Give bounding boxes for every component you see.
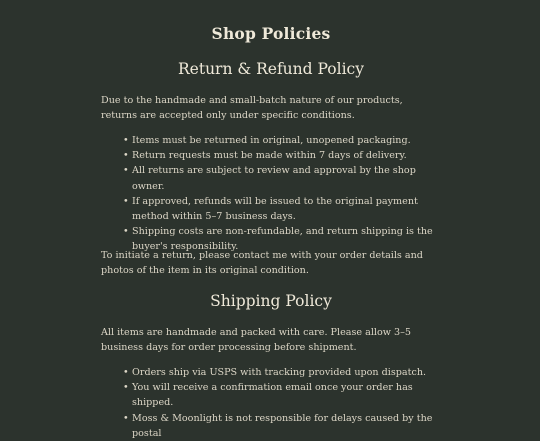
list-item: • Orders ship via USPS with tracking provided upon dispatch. <box>123 365 441 380</box>
list-item: • Shipping costs are non-refundable, and return shipping is the buyer's responsibility. <box>123 224 441 254</box>
list-item: • Return requests must be made within 7 days of delivery. <box>123 148 441 163</box>
refund-intro-text: Due to the handmade and small-batch nature of our products, returns are accepted only under specific conditions. <box>101 95 403 122</box>
list-item: • Items must be returned in original, unopened packaging. <box>123 133 441 148</box>
list-item: • If approved, refunds will be issued to the original payment method within 5–7 business days. <box>123 194 441 224</box>
list-item: • All returns are subject to review and approval by the shop owner. <box>123 163 441 193</box>
list-item: • You will receive a confirmation email once your order has shipped. <box>123 380 441 410</box>
refund-closing-text: To initiate a return, please contact me with your order details and photos of the item in its original condition. <box>101 250 423 277</box>
shipping-details-list <box>123 365 441 441</box>
shipping-intro-text: All items are handmade and packed with care. Please allow 3–5 business days for order processing before shipment. <box>101 327 412 354</box>
page-title: Shop Policies <box>211 24 331 43</box>
refund-conditions-list <box>123 133 441 255</box>
shipping-policy-heading: Shipping Policy <box>210 292 332 310</box>
refund-policy-heading: Return & Refund Policy <box>178 60 364 78</box>
list-item: • Moss & Moonlight is not responsible for delays caused by the postal <box>123 411 441 441</box>
